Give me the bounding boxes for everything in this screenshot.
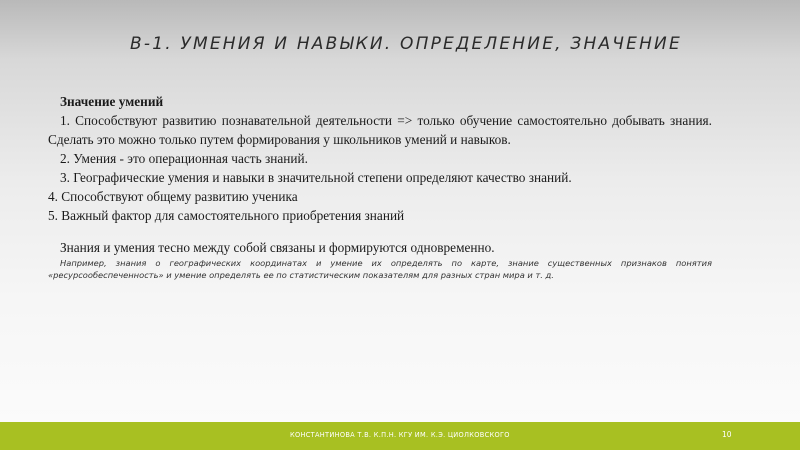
list-item-4: 4. Способствуют общему развитию ученика: [48, 189, 298, 204]
list-item-3: 3. Географические умения и навыки в значительной степени определяют качество знаний.: [60, 170, 572, 185]
example-lead: Например,: [60, 258, 107, 268]
page-number: 10: [722, 430, 732, 439]
list-item-1: 1. Способствуют развитию познавательной деятельности => только обучение самостоятельно добывать знания. Сделать это можно только путем формирования у школьников умений и навыков.: [48, 113, 712, 147]
footer-bar: [0, 422, 800, 450]
summary-text: Знания и умения тесно между собой связаны и формируются одновременно.: [60, 240, 495, 255]
example-note: [48, 257, 712, 281]
section-heading: Значение умений: [60, 94, 164, 109]
list-item-5: 5. Важный фактор для самостоятельного приобретения знаний: [48, 208, 405, 223]
example-text: знания о географических координатах и умение их определять по карте, знание существенных признаков понятия «ресурсообеспеченность» и умение определять ее по статистическим показателям для разных стран мира и т. д.: [48, 258, 712, 280]
slide-title: В-1. УМЕНИЯ И НАВЫКИ. ОПРЕДЕЛЕНИЕ, ЗНАЧЕНИЕ: [130, 34, 682, 54]
slide-body: [48, 92, 712, 281]
list-item-2: 2. Умения - это операционная часть знаний.: [60, 151, 308, 166]
footer-author: КОНСТАНТИНОВА Т.В. К.П.Н. КГУ ИМ. К.Э. ЦИОЛКОВСКОГО: [290, 431, 510, 439]
